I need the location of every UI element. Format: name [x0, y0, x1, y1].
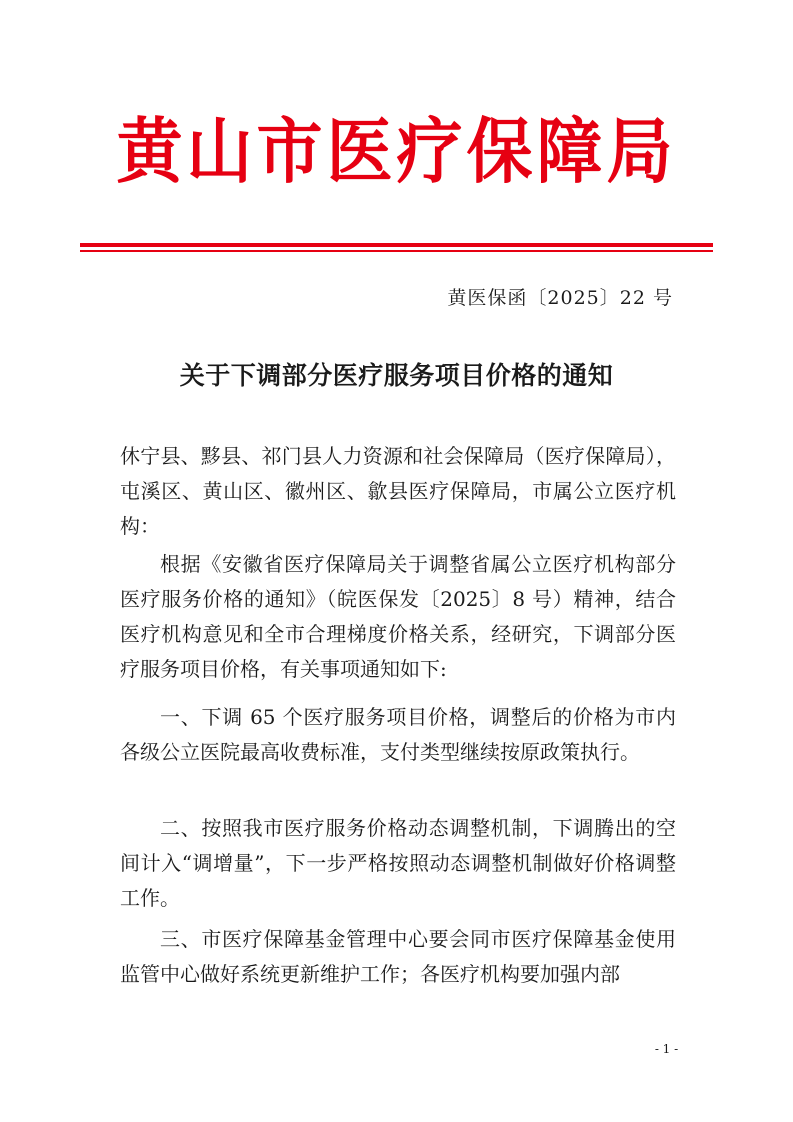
paragraph-item-2: 二、按照我市医疗服务价格动态调整机制，下调腾出的空间计入“调增量”，下一步严格按照动态调整机制做好价格调整工作。 — [120, 816, 676, 910]
paragraph-basis: 根据《安徽省医疗保障局关于调整省属公立医疗机构部分医疗服务价格的通知》（皖医保发〔2025〕8 号）精神，结合医疗机构意见和全市合理梯度价格关系，经研究，下调部分医疗服务项目价格，有关事项通知如下: — [120, 552, 676, 681]
paragraph-basis-container — [120, 547, 676, 687]
document-body — [120, 439, 676, 544]
paragraph-item-1: 一、下调 65 个医疗服务项目价格，调整后的价格为市内各级公立医院最高收费标准，支付类型继续按原政策执行。 — [120, 705, 676, 764]
paragraph-item-3: 三、市医疗保障基金管理中心要会同市医疗保障基金使用监管中心做好系统更新维护工作；各医疗机构要加强内部 — [120, 927, 676, 986]
paragraph-item-2-container — [120, 811, 676, 916]
paragraph-item-3-container — [120, 922, 676, 992]
letterhead-title: 黄山市医疗保障局 — [116, 108, 677, 194]
page-number: - 1 - — [654, 1042, 679, 1056]
letterhead-divider-thick — [80, 243, 713, 247]
document-title: 关于下调部分医疗服务项目价格的通知 — [179, 361, 614, 390]
document-number: 黄医保函〔2025〕22 号 — [447, 287, 673, 309]
paragraph-item-1-container — [120, 700, 676, 770]
letterhead-divider-thin — [80, 250, 713, 252]
salutation: 休宁县、黟县、祁门县人力资源和社会保障局（医疗保障局），屯溪区、黄山区、徽州区、歙县医疗保障局，市属公立医疗机构： — [120, 444, 676, 538]
